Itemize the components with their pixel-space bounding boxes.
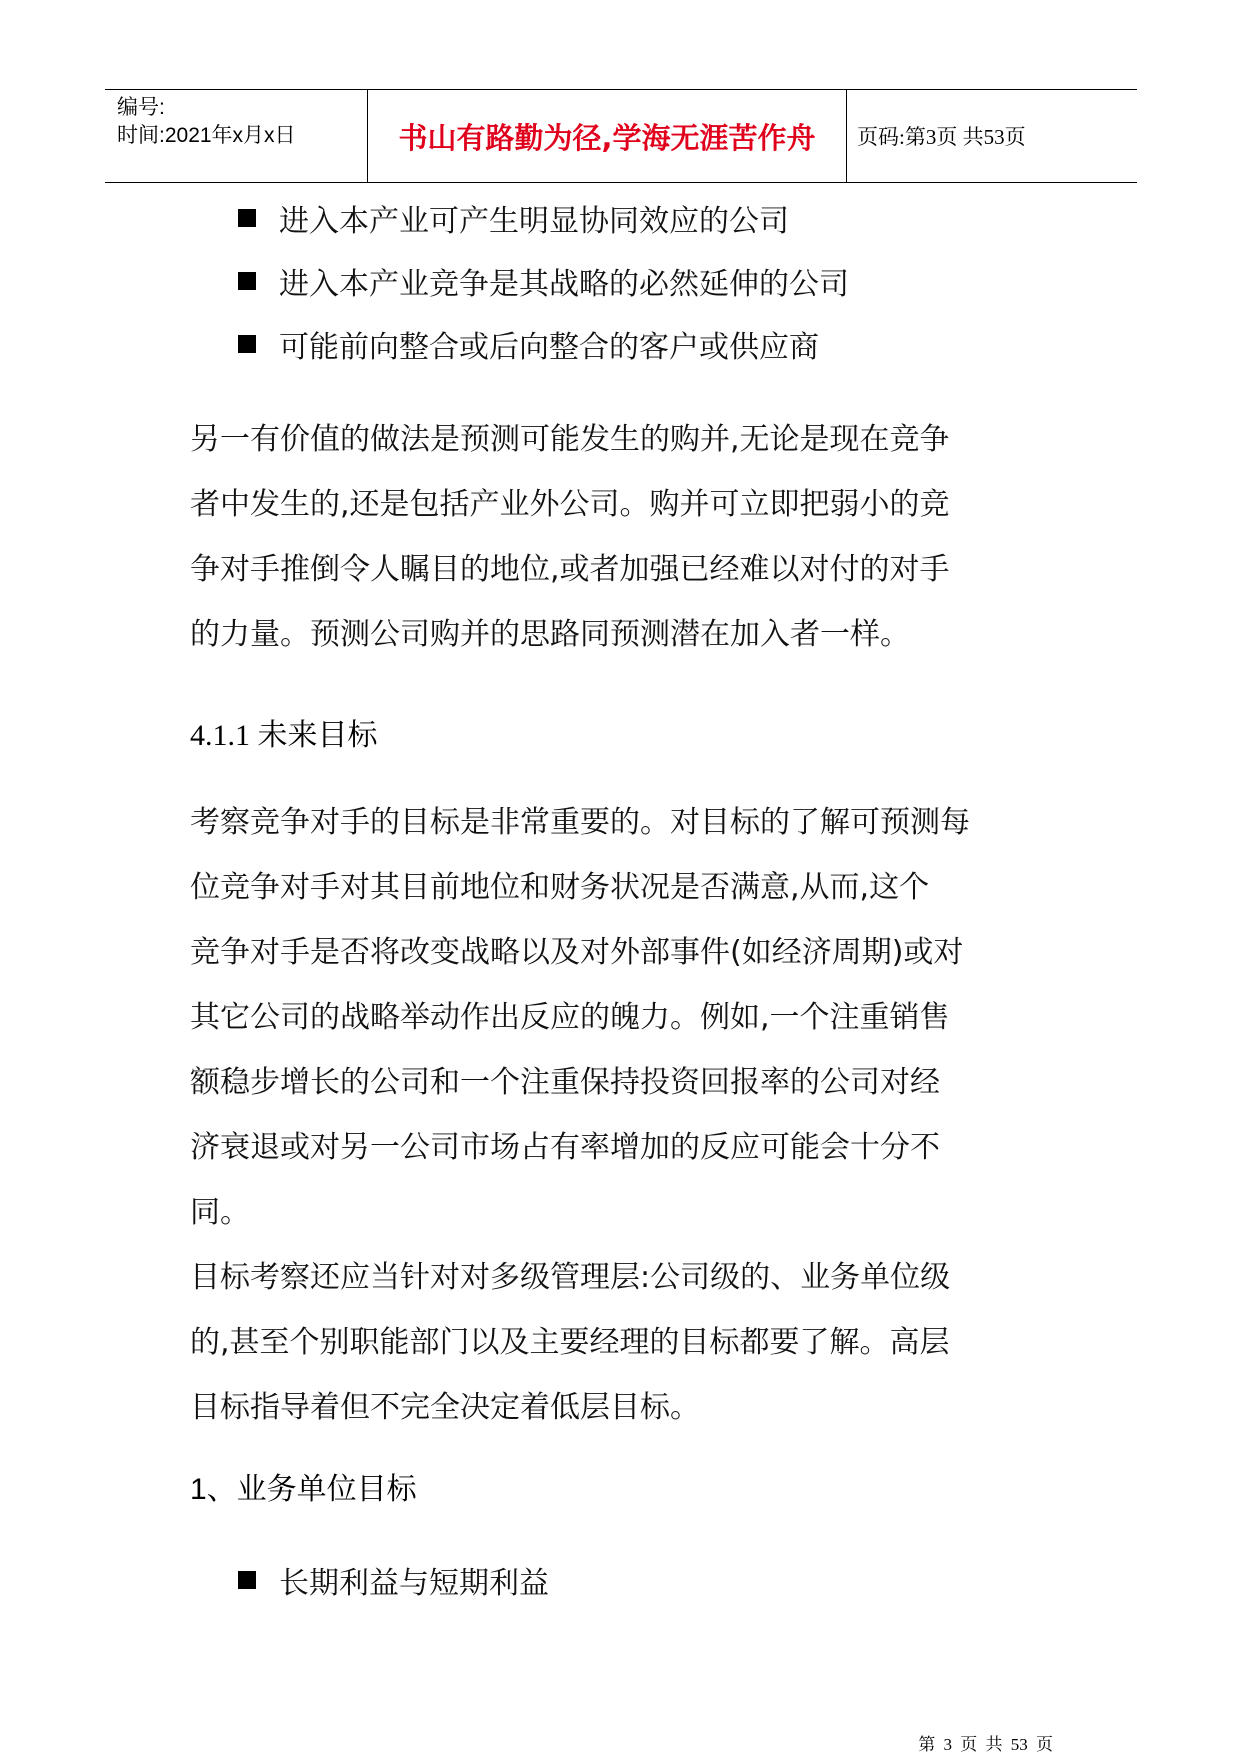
- paragraph-line: 者中发生的,还是包括产业外公司。购并可立即把弱小的竞: [190, 487, 950, 522]
- header-meta: [117, 94, 362, 150]
- document-number-label: 编号:: [117, 96, 165, 119]
- header-motto: 书山有路勤为径,学海无涯苦作舟: [367, 90, 847, 182]
- bullet-text: 长期利益与短期利益: [279, 1566, 549, 1601]
- document-time-label: 时间:2021年x月x日: [117, 124, 296, 147]
- paragraph-line: 其它公司的战略举动作出反应的魄力。例如,一个注重销售: [190, 1000, 950, 1035]
- bullet-item: [238, 1558, 549, 1602]
- square-bullet-icon: [238, 1571, 256, 1589]
- paragraph-line: 争对手推倒令人瞩目的地位,或者加强已经难以对付的对手: [190, 552, 950, 587]
- paragraph-line: 同。: [190, 1195, 250, 1230]
- subheading: 1、业务单位目标: [190, 1473, 417, 1506]
- section-heading: 4.1.1 未来目标: [190, 719, 378, 752]
- square-bullet-icon: [238, 272, 256, 290]
- square-bullet-icon: [238, 209, 256, 227]
- paragraph-line: 济衰退或对另一公司市场占有率增加的反应可能会十分不: [190, 1130, 940, 1165]
- paragraph-line: 另一有价值的做法是预测可能发生的购并,无论是现在竞争: [190, 422, 950, 457]
- bullet-item: [238, 196, 789, 240]
- page-footer: 第 3 页 共 53 页: [918, 1735, 1053, 1754]
- square-bullet-icon: [238, 335, 256, 353]
- bullet-item: [238, 322, 819, 366]
- header-page-info: 页码:第3页 共53页: [857, 125, 1026, 149]
- paragraph-line: 竞争对手是否将改变战略以及对外部事件(如经济周期)或对: [190, 935, 964, 970]
- paragraph-management-levels: [190, 1245, 1060, 1440]
- paragraph-line: 位竞争对手对其目前地位和财务状况是否满意,从而,这个: [190, 870, 930, 905]
- paragraph-line: 的,甚至个别职能部门以及主要经理的目标都要了解。高层: [190, 1325, 950, 1360]
- bullet-text: 进入本产业竞争是其战略的必然延伸的公司: [279, 267, 849, 302]
- bullet-text: 进入本产业可产生明显协同效应的公司: [279, 204, 789, 239]
- paragraph-line: 额稳步增长的公司和一个注重保持投资回报率的公司对经: [190, 1065, 940, 1100]
- paragraph-acquisitions: [190, 407, 1060, 667]
- bullet-item: [238, 259, 849, 303]
- page-header: [105, 89, 1137, 183]
- paragraph-goals: [190, 790, 1060, 1245]
- paragraph-line: 目标考察还应当针对对多级管理层:公司级的、业务单位级: [190, 1260, 951, 1295]
- paragraph-line: 目标指导着但不完全决定着低层目标。: [190, 1390, 700, 1425]
- bullet-text: 可能前向整合或后向整合的客户或供应商: [279, 330, 819, 365]
- paragraph-line: 考察竞争对手的目标是非常重要的。对目标的了解可预测每: [190, 805, 970, 840]
- paragraph-line: 的力量。预测公司购并的思路同预测潜在加入者一样。: [190, 617, 910, 652]
